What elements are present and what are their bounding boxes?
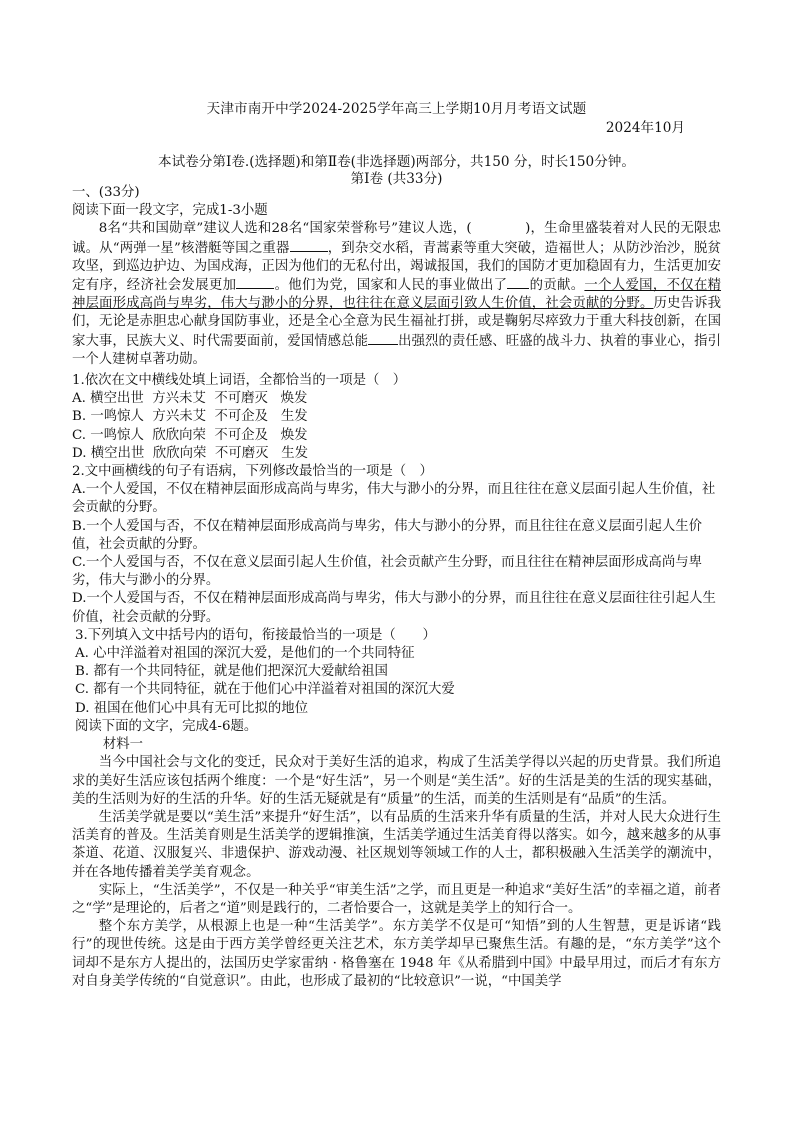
exam-title: 天津市南开中学2024-2025学年高三上学期10月月考语文试题	[206, 101, 587, 117]
question-1-option-b[interactable]: B. 一鸣惊人 方兴未艾 不可企及 生发	[72, 409, 308, 425]
section-2-instruction: 阅读下面的文字，完成4-6题。	[75, 718, 258, 734]
passage	[72, 220, 721, 369]
bracket-gap	[472, 221, 526, 236]
passage-text-7: 出强烈的责任感、旺盛的战斗力、执着的事业心，指引一个人建树卓著功勋。	[72, 333, 722, 367]
fill-blank-3[interactable]	[507, 276, 529, 289]
question-2-option-c[interactable]: C.一个人爱国与否，不仅在意义层面引起人生价值，社会贡献产生分野，而且往往在精神层面形成高尚与卑劣，伟大与渺小的分界。	[72, 555, 702, 589]
question-1-option-a[interactable]: A. 横空出世 方兴未艾 不可磨灭 焕发	[72, 391, 308, 407]
question-3-option-d[interactable]: D. 祖国在他们心中具有无可比拟的地位	[75, 700, 309, 716]
question-2-option-d[interactable]: D.一个人爱国与否，不仅在精神层面形成高尚与卑劣，伟大与渺小的分界，而且往往在意义层面往往引起人生价值，社会贡献的分野。	[72, 591, 716, 625]
question-1-stem: 1.依次在文中横线处填上词语，全都恰当的一项是（ ）	[72, 373, 407, 389]
fill-blank-4[interactable]	[368, 332, 398, 345]
passage-text-1: 8名“共和国勋章”建议人选和28名“国家荣誉称号”建议人选，(	[98, 221, 472, 237]
volume-heading: 第Ⅰ卷 (共33分)	[350, 171, 443, 187]
material-paragraph-1: 当今中国社会与文化的变迁，民众对于美好生活的追求，构成了生活美学得以兴起的历史背景。我们所追求的美好生活应该包括两个维度：一个是“好生活”，另一个则是“美生活”。好的生活是美的生活的现实基础，美的生活则为好的生活的升华。好的生活无疑就是有“质量”的生活，而美的生活则是有“品质”的生活。	[72, 755, 721, 807]
material-title: 材料一	[102, 737, 143, 753]
question-2-stem: 2.文中画横线的句子有语病，下列修改最恰当的一项是（ ）	[72, 464, 433, 480]
material-paragraph-3: 实际上，“生活美学”，不仅是一种关乎“审美生活”之学，而且更是一种追求“美好生活”的幸福之道，前者之“学”是理论的，后者之“道”则是践行的，二者恰要合一，这就是美学上的知行合一。	[72, 882, 721, 916]
fill-blank-1[interactable]	[290, 239, 328, 252]
section-instruction: 阅读下面一段文字，完成1-3小题	[72, 203, 268, 219]
question-1-option-c[interactable]: C. 一鸣惊人 欣欣向荣 不可企及 焕发	[72, 427, 308, 443]
fill-blank-2[interactable]	[236, 276, 274, 289]
passage-text-5: 的贡献。	[529, 278, 585, 294]
passage-text-2: )，生命里盛装着对人民的无限忠诚。从“两弹一星”核潜艇等国之重器	[72, 221, 721, 256]
exam-body	[72, 184, 721, 991]
question-3-option-a[interactable]: A. 心中洋溢着对祖国的深沉大爱，是他们的一个共同特征	[75, 646, 415, 662]
passage-text-3: ，到杂交水稻，青蒿素等重大突破，造福世人；从防沙治沙，脱贫攻坚，到巡边护边、为国戍海，正因为他们的无私付出，竭诚报国，我们的国防才更加稳固有力，生活更加安定有序，经济社会发展更加	[72, 240, 721, 294]
exam-description: 本试卷分第Ⅰ卷.(选择题)和第Ⅱ卷(非选择题)两部分，共150 分，时长150分钟。	[158, 154, 635, 170]
question-3-option-c[interactable]: C. 都有一个共同特征，就在于他们心中洋溢着对祖国的深沉大爱	[75, 682, 455, 698]
passage-text-6: 历史告诉我们，无论是赤胆忠心献身国防事业，还是全心全意为民生福祉打拼，或是鞠躬尽瘁致力于重大科技创新，在国家大事，民族大义、时代需要面前，爱国情感总能	[72, 296, 722, 349]
passage-text-4: 。他们为党，国家和人民的事业做出了	[274, 278, 508, 294]
section-heading: 一、(33分)	[72, 185, 140, 200]
question-3-option-b[interactable]: B. 都有一个共同特征，就是他们把深沉大爱献给祖国	[75, 664, 388, 680]
material-paragraph-4: 整个东方美学，从根源上也是一种“生活美学”。东方美学不仅是可“知悟”到的人生智慧，更是诉诸“践行”的现世传统。这是由于西方美学曾经更关注艺术，东方美学却早已聚焦生活。有趣的是，“东方美学”这个词却不是东方人提出的，法国历史学家雷纳 · 格鲁塞在 1948 年《从希腊到中国》中最早用过，而后才有东方对自身美学传统的“自觉意识”。由此，也形成了最初的“比较意识”一说，“中国美学	[72, 919, 721, 989]
question-2-option-b[interactable]: B.一个人爱国与否，不仅在精神层面形成高尚与卑劣，伟大与渺小的分界，而且往往在意义层面引起人生价值，社会贡献的分野。	[72, 518, 703, 552]
question-3-stem: 3.下列填入文中括号内的语句，衔接最恰当的一项是（ ）	[75, 627, 436, 643]
question-1-option-d[interactable]: D. 横空出世 欣欣向荣 不可磨灭 生发	[72, 445, 309, 461]
underlined-sentence: 一个人爱国，不仅在精神层面形成高尚与卑劣，伟大与渺小的分界，也往往在意义层面引致人生价值，社会贡献的分野。	[72, 278, 722, 312]
exam-date: 2024年10月	[605, 120, 685, 136]
question-2-option-a[interactable]: A.一个人爱国，不仅在精神层面形成高尚与卑劣，伟大与渺小的分界，而且往往在意义层面引起人生价值，社会贡献的分野。	[72, 482, 716, 516]
material-paragraph-2: 生活美学就是要以“美生活”来提升“好生活”，以有品质的生活来升华有质量的生活，并对人民大众进行生活美育的普及。生活美育则是生活美学的逻辑推演，生活美学通过生活美育得以落实。如今，越来越多的从事茶道、花道、汉服复兴、非遗保护、游戏动漫、社区规划等领域工作的人士，都积极融入生活美学的潮流中，并在各地传播着美学美育观念。	[72, 809, 721, 880]
